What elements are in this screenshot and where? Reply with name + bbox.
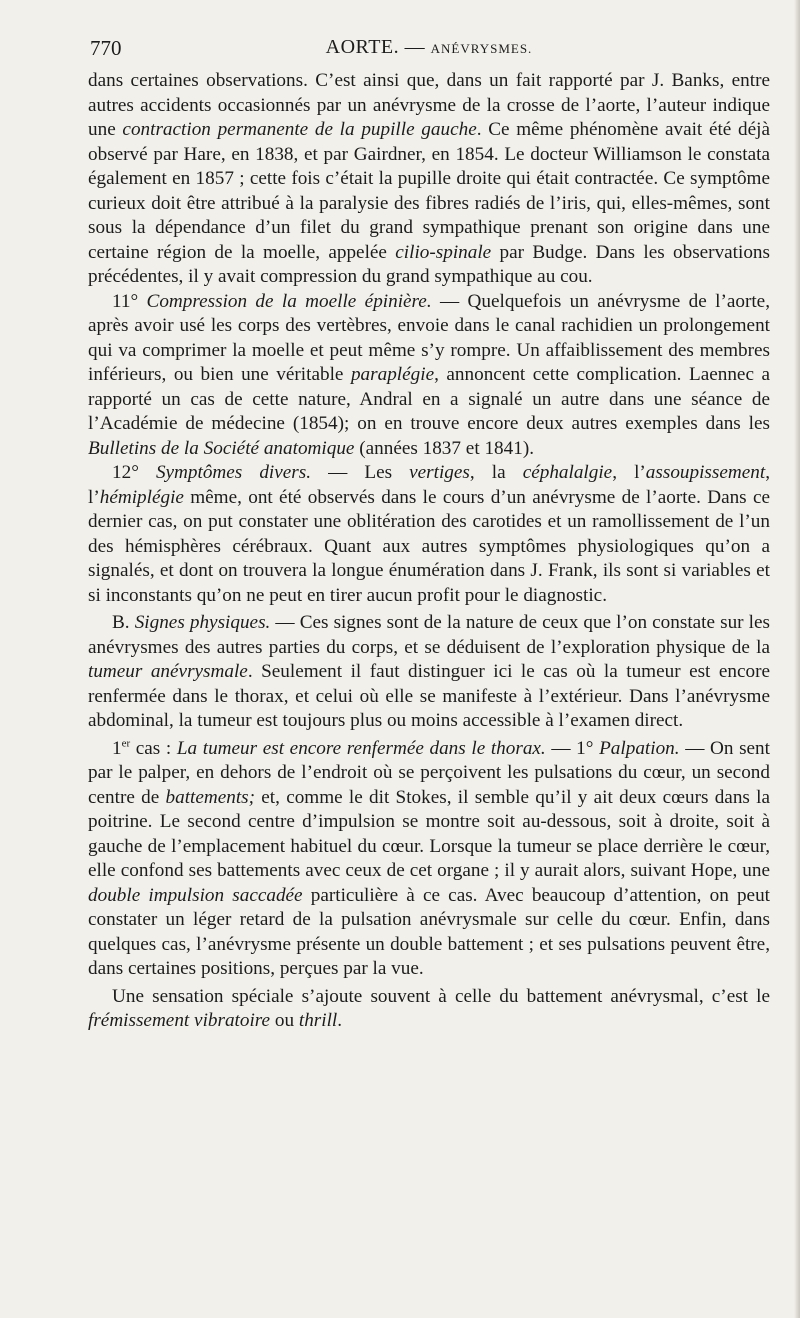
text-run: — 1° <box>545 737 600 759</box>
italic-run: vertiges <box>409 462 470 483</box>
italic-run: battements; <box>165 786 256 808</box>
text-run: même, ont été observés dans le cours d’un anévrysme de l’aorte. Dans ce dernier cas, on put constater une oblitération des carotides et un ramollissement de l’un des hémisphères cérébraux. Quant aux autres symptômes physiologiques qu’on a signalés, et dont on trouvera la longue énumération dans J. Frank, ils sont si variables et si inconstants qu’on ne peut en tirer aucun profit pour le diagnostic. <box>88 486 770 606</box>
text-run: — Ces signes sont de la nature de ceux que l’on constate sur les anévrysmes des autres parties du corps, et se déduisent de l’exploration physique de la <box>88 612 770 658</box>
paragraph-5 <box>88 737 770 982</box>
text-run: . Seulement il faut distinguer ici le cas où la tumeur est encore renfermée dans le thorax, et celui où elle se manifeste à l’extérieur. Dans l’anévrysme abdominal, la tumeur est toujours plus ou moins accessible à l’examen direct. <box>88 661 770 731</box>
text-run: (années 1837 et 1841). <box>354 437 535 459</box>
italic-run: céphalalgie <box>522 462 613 483</box>
text-run: par Budge. Dans les observations précédentes, il y avait compression du grand sympathique au cou. <box>88 241 770 287</box>
paragraph-3 <box>88 461 770 608</box>
page-edge-shadow <box>794 0 800 1318</box>
title-sub: ANÉVRYSMES. <box>430 41 533 56</box>
text-run: 12° <box>112 462 156 483</box>
text-run: particulière à ce cas. Avec beaucoup d’attention, on peut constater un léger retard de la pulsation anévrysmale sur celle du cœur. Enfin, dans quelques cas, l’anévrysme présente un double battement ; et ses pulsations peuvent être, dans certaines positions, perçues par la vue. <box>88 884 770 979</box>
italic-run: Palpation. <box>599 737 680 759</box>
italic-run: tumeur anévrysmale <box>88 661 248 682</box>
text-run: , la <box>469 462 523 483</box>
italic-run: cilio-spinale <box>395 241 492 263</box>
text-run: — Les <box>311 462 410 483</box>
italic-run: paraplégie <box>350 364 435 385</box>
running-header <box>88 36 770 66</box>
title-main: AORTE. <box>325 36 400 58</box>
text-run: . Ce même phénomène avait été déjà observé par Hare, en 1838, et par Gairdner, en 1854. Le docteur Williamson le constata également en 1857 ; cette fois c’était la pupille droite qui était contractée. Ce symptôme curieux doit être attribué à la paralysie des fibres radiés de l’iris, qui, elles-mêmes, sont sous la dépendance d’un filet du grand sympathique prenant son origine dans une certaine région de la moelle, appelée <box>88 119 770 263</box>
text-run: dans certaines observations. C’est ainsi que, dans un fait rapporté par J. Banks, entre autres accidents occasionnés par un anévrysme de la crosse de l’aorte, l’auteur indique une <box>88 70 770 140</box>
italic-run: assoupissement <box>645 462 766 483</box>
text-run: ou <box>270 1010 299 1031</box>
text-run: Une sensation spéciale s’ajoute souvent à celle du battement anévrysmal, c’est le <box>112 985 770 1007</box>
section-heading: La tumeur est encore renfermée dans le thorax. <box>176 737 546 759</box>
italic-run: contraction permanente de la pupille gauche <box>122 119 477 140</box>
italic-run: hémiplégie <box>99 486 184 508</box>
text-run: 1 <box>112 737 122 759</box>
italic-run: frémissement vibratoire <box>88 1010 271 1031</box>
paragraph-6 <box>88 985 770 1034</box>
text-run: , l’ <box>88 462 770 508</box>
text-run: , l’ <box>612 462 646 483</box>
superscript: er <box>121 737 131 750</box>
section-heading: Symptômes divers. <box>155 462 312 483</box>
text-run: — Quelquefois un anévrysme de l’aorte, après avoir usé les corps des vertèbres, envoie dans le canal rachidien un prolongement qui va comprimer la moelle et peut même s’y rompre. Un affaiblissement des membres inférieurs, ou bien une véritable <box>88 290 770 385</box>
paragraph-2 <box>88 290 770 462</box>
italic-run: Bulletins de la Société anatomique <box>88 437 355 459</box>
title-separator: — <box>399 36 431 58</box>
running-title <box>88 36 770 59</box>
section-heading: Signes physiques. <box>134 612 271 633</box>
paragraph-1 <box>88 69 770 290</box>
body-text <box>88 69 770 1034</box>
text-run: 11° <box>112 290 147 312</box>
text-run: , annoncent cette complication. Laennec a rapporté un cas de cette nature, Andral en a signalé un autre dans une séance de l’Académie de médecine (1854); on en trouve encore deux autres exemples dans les <box>88 364 770 434</box>
italic-run: double impulsion saccadée <box>88 884 303 906</box>
text-run: et, comme le dit Stokes, il semble qu’il y ait deux cœurs dans la poitrine. Le second centre d’impulsion se montre soit au-dessous, soit à droite, soit à gauche de l’emplacement habituel du cœur. Lorsque la tumeur se place derrière le cœur, elle confond ses battements avec ceux de cet organe ; il y aurait alors, suivant Hope, une <box>88 786 770 881</box>
page-number: 770 <box>90 36 122 60</box>
text-run: B. <box>112 612 135 633</box>
text-run: — On sent par le palper, en dehors de l’endroit où se perçoivent les pulsations du cœur, un second centre de <box>88 737 770 808</box>
paragraph-4 <box>88 611 770 734</box>
section-heading: Compression de la moelle épinière. <box>146 290 432 312</box>
italic-run: thrill <box>298 1010 338 1031</box>
text-run: cas : <box>130 737 177 759</box>
text-run: . <box>337 1010 343 1031</box>
